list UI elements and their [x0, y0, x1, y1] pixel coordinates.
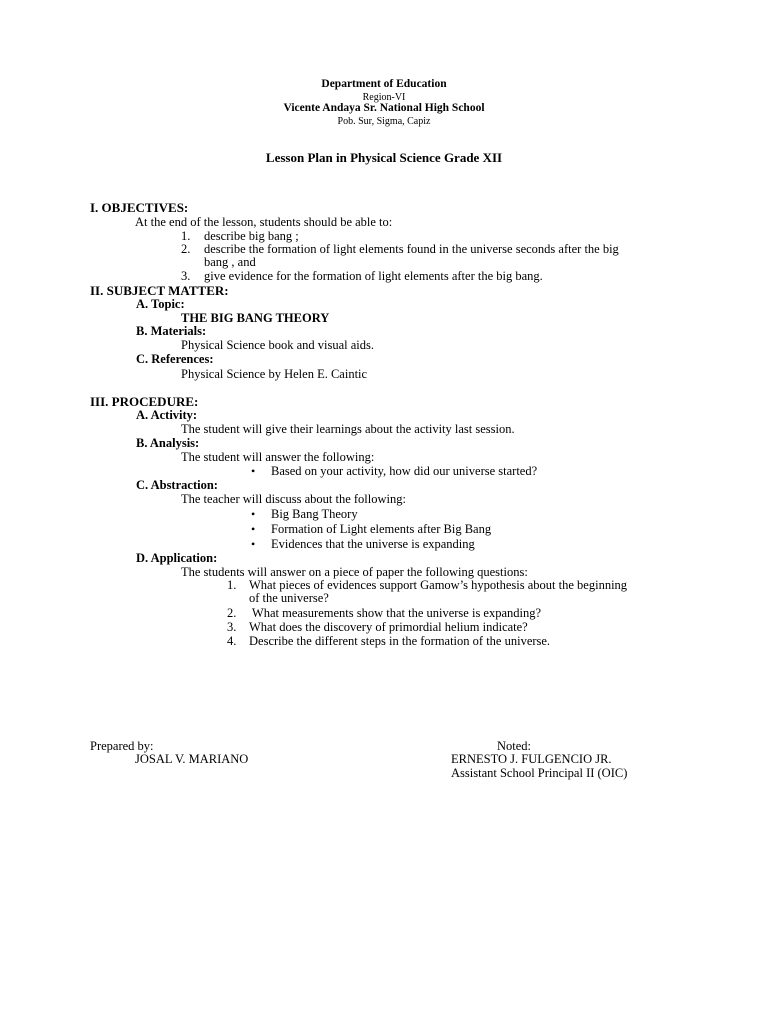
- objective-item: describe the formation of light elements found in the universe seconds after the big: [204, 242, 619, 256]
- question-item: What does the discovery of primordial helium indicate?: [249, 620, 528, 634]
- references-label: C. References:: [136, 352, 214, 366]
- abstraction-label: C. Abstraction:: [136, 478, 218, 492]
- region-label: Region-VI: [362, 92, 406, 103]
- topic-label: A. Topic:: [136, 297, 185, 311]
- application-text: The students will answer on a piece of paper the following questions:: [181, 565, 528, 579]
- prepared-by-label: Prepared by:: [90, 739, 154, 753]
- materials-value: Physical Science book and visual aids.: [181, 338, 375, 352]
- prepared-by-name: JOSAL V. MARIANO: [135, 752, 249, 766]
- bullet-icon: •: [251, 507, 256, 521]
- question-number: 2.: [227, 606, 237, 620]
- bullet-icon: •: [251, 522, 256, 536]
- bullet-icon: •: [251, 464, 256, 478]
- question-item: Describe the different steps in the formation of the universe.: [249, 634, 551, 648]
- analysis-bullet: Based on your activity, how did our universe started?: [271, 464, 538, 478]
- materials-label: B. Materials:: [136, 324, 207, 338]
- objectives-heading: I. OBJECTIVES:: [90, 200, 189, 215]
- abstraction-bullet: Big Bang Theory: [271, 507, 358, 521]
- noted-by-title: Assistant School Principal II (OIC): [451, 766, 628, 780]
- topic-value: THE BIG BANG THEORY: [181, 311, 330, 325]
- objectives-intro: At the end of the lesson, students should be able to:: [135, 215, 393, 229]
- noted-by-label: Noted:: [497, 739, 532, 753]
- abstraction-text: The teacher will discuss about the following:: [181, 492, 406, 506]
- question-number: 4.: [227, 634, 237, 648]
- question-number: 3.: [227, 620, 237, 634]
- activity-text: The student will give their learnings about the activity last session.: [181, 422, 515, 436]
- subject-matter-heading: II. SUBJECT MATTER:: [90, 283, 229, 298]
- school-address: Pob. Sur, Sigma, Capiz: [337, 116, 431, 127]
- objective-number: 3.: [181, 269, 191, 283]
- bullet-icon: •: [251, 537, 256, 551]
- school-name: Vicente Andaya Sr. National High School: [283, 102, 485, 114]
- procedure-heading: III. PROCEDURE:: [90, 394, 199, 409]
- objective-item: give evidence for the formation of light elements after the big bang.: [204, 269, 543, 283]
- question-number: 1.: [227, 578, 237, 592]
- abstraction-bullet: Evidences that the universe is expanding: [271, 537, 475, 551]
- document-title: Lesson Plan in Physical Science Grade XII: [265, 150, 503, 165]
- analysis-label: B. Analysis:: [136, 436, 200, 450]
- question-item: What pieces of evidences support Gamow’s hypothesis about the beginning: [249, 578, 628, 592]
- objective-number: 2.: [181, 242, 191, 256]
- analysis-text: The student will answer the following:: [181, 450, 375, 464]
- question-item-continuation: of the universe?: [249, 591, 329, 605]
- objective-number: 1.: [181, 229, 191, 243]
- question-item: What measurements show that the universe is expanding?: [249, 606, 542, 620]
- department-name: Department of Education: [321, 78, 447, 90]
- references-value: Physical Science by Helen E. Caintic: [181, 367, 368, 381]
- application-label: D. Application:: [136, 551, 218, 565]
- objective-item-continuation: bang , and: [204, 255, 256, 269]
- activity-label: A. Activity:: [136, 408, 198, 422]
- objective-item: describe big bang ;: [204, 229, 299, 243]
- abstraction-bullet: Formation of Light elements after Big Bang: [271, 522, 492, 536]
- noted-by-name: ERNESTO J. FULGENCIO JR.: [451, 752, 612, 766]
